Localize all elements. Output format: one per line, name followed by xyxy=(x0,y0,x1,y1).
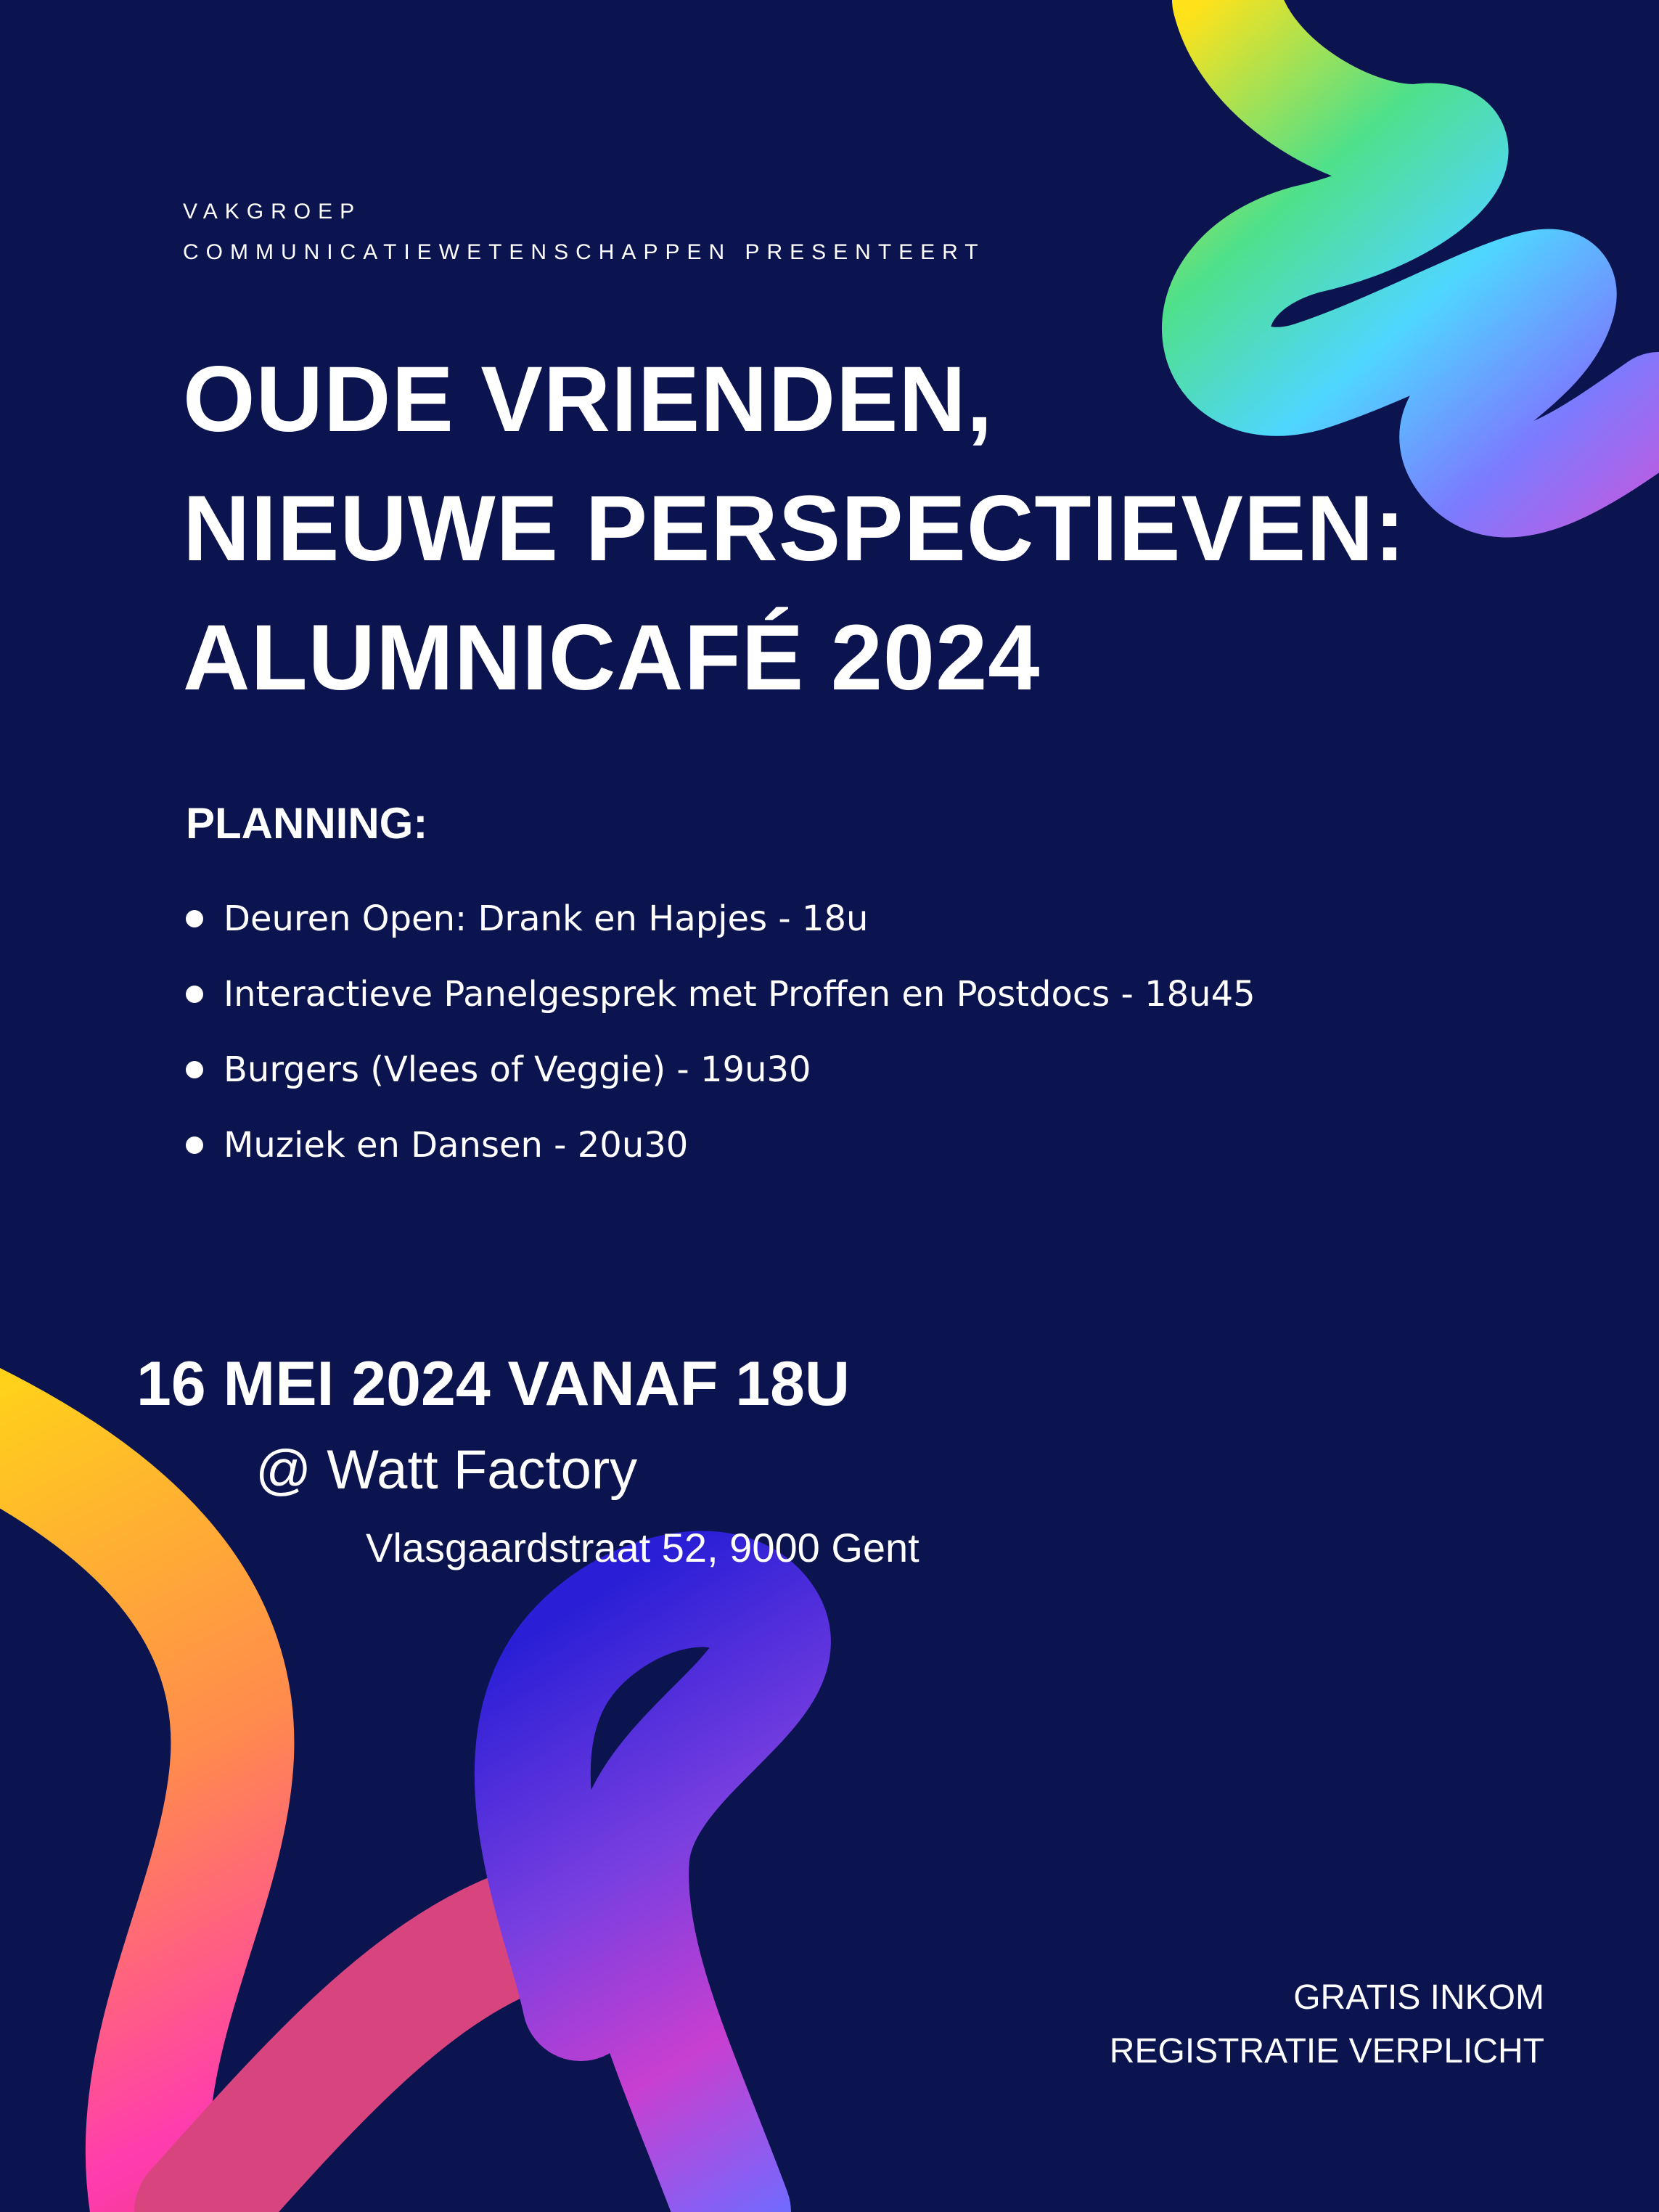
schedule-item xyxy=(186,881,1255,957)
title-line-3: ALUMNICAFÉ 2024 xyxy=(183,606,1041,710)
schedule-item xyxy=(186,957,1255,1032)
bottom-left-ribbon xyxy=(0,1422,232,2212)
title-line-1: OUDE VRIENDEN, xyxy=(183,348,994,451)
footer-notes xyxy=(1110,1971,1544,2078)
schedule-item-label: Interactieve Panelgesprek met Proffen en Postdocs - 18u45 xyxy=(224,974,1255,1015)
schedule-item xyxy=(186,1032,1255,1107)
bullet-icon xyxy=(186,1061,203,1078)
event-address: Vlasgaardstraat 52, 9000 Gent xyxy=(366,1525,919,1570)
schedule-item xyxy=(186,1107,1255,1183)
bottom-right-ribbon xyxy=(533,1589,773,2212)
bullet-icon xyxy=(186,1136,203,1154)
bullet-icon xyxy=(186,910,203,927)
event-venue: @ Watt Factory xyxy=(255,1439,638,1501)
event-title xyxy=(183,335,1406,723)
schedule-list xyxy=(186,881,1255,1183)
footer-line-registration: REGISTRATIE VERPLICHT xyxy=(1109,2032,1544,2070)
planning-heading: PLANNING: xyxy=(186,799,428,848)
presenter-label xyxy=(183,192,986,273)
bullet-icon xyxy=(186,986,203,1003)
footer-line-free-entry: GRATIS INKOM xyxy=(1293,1978,1544,2017)
bottom-middle-ribbon xyxy=(196,1930,523,2212)
schedule-item-label: Burgers (Vlees of Veggie) - 19u30 xyxy=(224,1049,811,1090)
schedule-item-label: Deuren Open: Drank en Hapjes - 18u xyxy=(224,898,869,939)
event-date: 16 MEI 2024 VANAF 18U xyxy=(136,1349,851,1419)
schedule-item-label: Muziek en Dansen - 20u30 xyxy=(224,1125,689,1166)
presenter-line-2: COMMUNICATIEWETENSCHAPPEN PRESENTEERT xyxy=(183,240,986,264)
presenter-line-1: VAKGROEP xyxy=(183,200,362,224)
title-line-2: NIEUWE PERSPECTIEVEN: xyxy=(183,477,1406,581)
